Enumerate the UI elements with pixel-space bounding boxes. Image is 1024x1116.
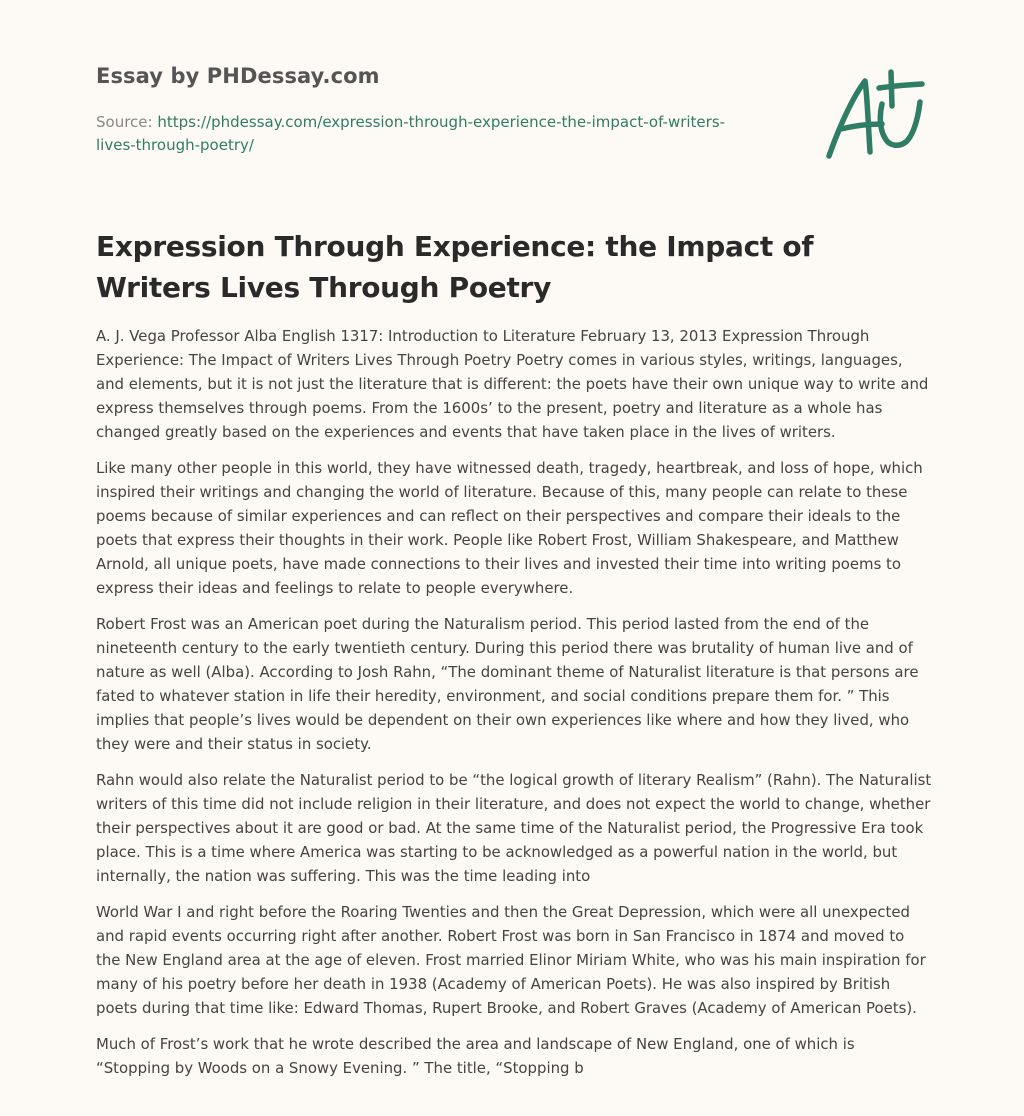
source-label: Source: — [96, 113, 153, 131]
source-link[interactable]: https://phdessay.com/expression-through-experience-the-impact-of-writers-lives-through-poetry/ — [96, 113, 726, 154]
article-body — [96, 324, 932, 1092]
paragraph: A. J. Vega Professor Alba English 1317: Introduction to Literature February 13, 2013 Expression Through Experience: The Impact of Writers Lives Through Poetry Poetry comes in various styles, writings, languages, and elements, but it is not just the literature that is different: the poets have their own unique way to write and express themselves through poems. From the 1600s’ to the present, poetry and literature as a whole has changed greatly based on the experiences and events that have taken place in the lives of writers. — [96, 327, 929, 441]
paragraph: World War I and right before the Roaring Twenties and then the Great Depression, which were all unexpected and rapid events occurring right after another. Robert Frost was born in San Francisco in 1874 and moved to the New England area at the age of eleven. Frost married Elinor Miriam White, who was his main inspiration for many of his poetry before her death in 1938 (Academy of American Poets). He was also inspired by British poets during that time like: Edward Thomas, Rupert Brooke, and Robert Graves (Academy of American Poets). — [96, 903, 926, 1017]
source-line — [96, 111, 756, 157]
paragraph: Like many other people in this world, they have witnessed death, tragedy, heartbreak, and loss of hope, which inspired their writings and changing the world of literature. Because of this, many people can relate to these poems because of similar experiences and can reflect on their perspectives and compare their ideals to the poets that express their thoughts in their work. People like Robert Frost, William Shakespeare, and Matthew Arnold, all unique poets, have made connections to their lives and invested their time into writing poems to express their ideas and feelings to relate to people everywhere. — [96, 459, 923, 597]
paragraph: Much of Frost’s work that he wrote described the area and landscape of New England, one of which is “Stopping by Woods on a Snowy Evening. ” The title, “Stopping b — [96, 1035, 855, 1077]
paragraph: Rahn would also relate the Naturalist period to be “the logical growth of literary Realism” (Rahn). The Naturalist writers of this time did not include religion in their literature, and does not expect the world to change, whether their perspectives about it are good or bad. At the same time of the Naturalist period, the Progressive Era took place. This is a time where America was starting to be acknowledged as a powerful nation in the world, but internally, the nation was suffering. This was the time leading into — [96, 771, 932, 885]
site-brand: Essay by PHDessay.com — [96, 64, 380, 88]
a-plus-logo-icon — [822, 68, 930, 164]
article-title: Expression Through Experience: the Impact of Writers Lives Through Poetry — [96, 230, 814, 304]
paragraph: Robert Frost was an American poet during the Naturalism period. This period lasted from the end of the nineteenth century to the early twentieth century. During this period there was brutality of human live and of nature as well (Alba). According to Josh Rahn, “The dominant theme of Naturalist literature is that persons are fated to whatever station in life their heredity, environment, and social conditions prepare them for. ” This implies that people’s lives would be dependent on their own experiences like where and how they lived, who they were and their status in society. — [96, 615, 919, 753]
